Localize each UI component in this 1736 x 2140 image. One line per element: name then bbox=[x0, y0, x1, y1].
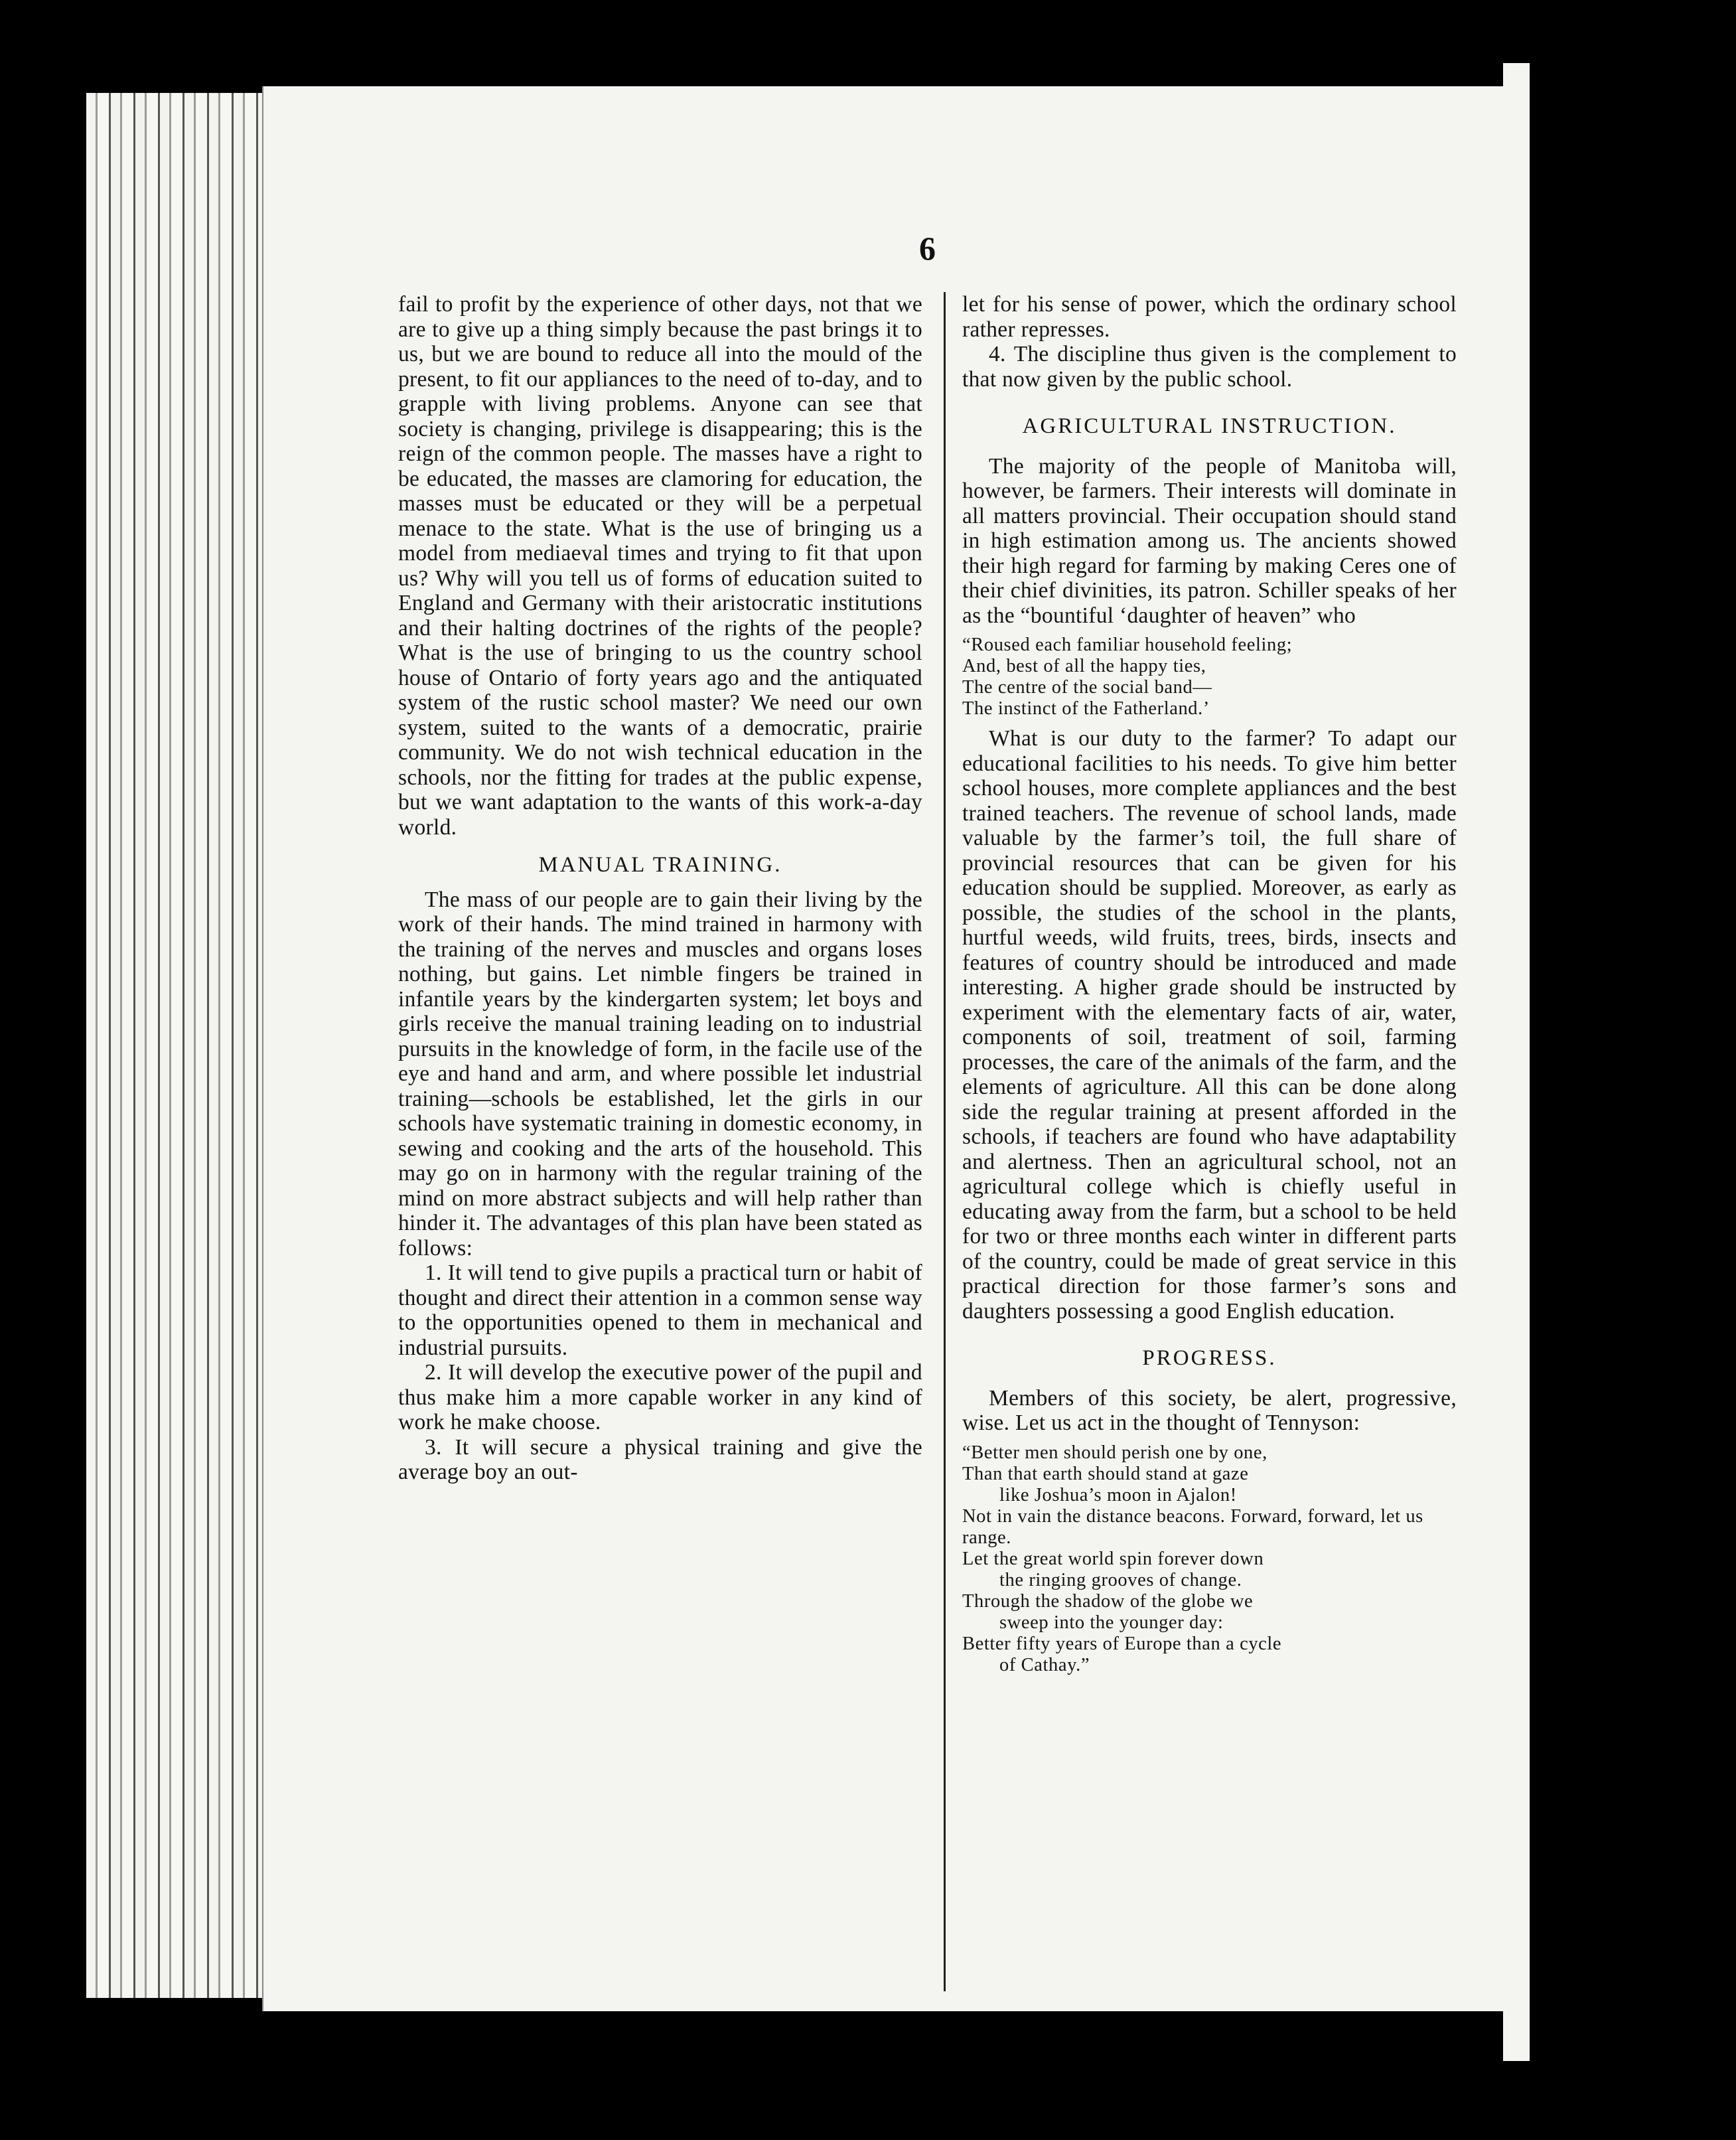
verse-line: The centre of the social band— bbox=[962, 677, 1212, 698]
section-heading-progress: PROGRESS. bbox=[1142, 1346, 1277, 1370]
paragraph: let for his sense of power, which the ordinary school rather represses. bbox=[962, 292, 1457, 342]
column-rule bbox=[944, 292, 946, 1991]
paragraph: What is our duty to the farmer? To adapt our educational facilities to his needs. To give him better school houses, more complete appliances and the best trained teachers. The revenue of school lands, made valuable by the farmer’s toil, the full share of provincial resources that can be given for his education should be supplied. Moreover, as early as possible, the studies of the school in the plants, hurtful weeds, wild fruits, trees, birds, insects and features of country should be introduced and made interesting. A higher grade should be instructed by experiment with the elementary facts of air, water, components of soil, treatment of soil, farming processes, the care of the animals of the farm, and the elements of agriculture. All this can be done along side the regular training at present afforded in the schools, if teachers are found who have adaptability and alertness. Then an agricultural school, not an agricultural college which is chiefly useful in educating away from the farm, but a school to be held for two or three months each winter in different parts of the country, could be made of great service in this practical direction for those farmer’s sons and daughters possessing a good English education. bbox=[962, 726, 1457, 1324]
left-column bbox=[398, 292, 922, 1485]
section-heading-manual-training: MANUAL TRAINING. bbox=[538, 853, 782, 877]
list-item: 3. It will secure a physical training and give the average boy an out- bbox=[398, 1434, 922, 1484]
verse-line: Let the great world spin forever down bbox=[962, 1548, 1264, 1569]
gutter-shadow bbox=[1530, 63, 1539, 2061]
advantages-list bbox=[398, 1261, 922, 1485]
verse-line: the ringing grooves of change. bbox=[999, 1569, 1242, 1590]
tennyson-quote bbox=[962, 1442, 1457, 1676]
verse-line: of Cathay.” bbox=[999, 1654, 1090, 1675]
verse-line: like Joshua’s moon in Ajalon! bbox=[999, 1484, 1237, 1505]
paragraph: The majority of the people of Manitoba will, however, be farmers. Their interests will dominate in all matters provincial. Their occupation should stand in high estimation among us. The ancients showed their high regard for farming by making Ceres one of their chief divinities, its patron. Schiller speaks of her as the “bountiful ‘daughter of heaven” who bbox=[962, 453, 1457, 628]
list-item: 4. The discipline thus given is the complement to that now given by the public school. bbox=[962, 342, 1457, 392]
list-item: 2. It will develop the executive power of the pupil and thus make him a more capable worker in any kind of work he make choose. bbox=[398, 1360, 922, 1434]
schiller-quote bbox=[962, 635, 1457, 720]
verse-line: Better fifty years of Europe than a cycle bbox=[962, 1633, 1282, 1654]
paragraph: Members of this society, be alert, progressive, wise. Let us act in the thought of Tennyson: bbox=[962, 1385, 1457, 1435]
book-page-edges bbox=[86, 93, 265, 1998]
verse-line: Not in vain the distance beacons. Forward, forward, let us range. bbox=[962, 1505, 1423, 1548]
verse-line: Than that earth should stand at gaze bbox=[962, 1463, 1249, 1484]
page-number: 6 bbox=[919, 230, 936, 267]
right-column bbox=[962, 292, 1457, 1683]
verse-line: “Roused each familiar household feeling; bbox=[962, 635, 1293, 655]
advantages-list-continued bbox=[962, 342, 1457, 392]
paragraph: fail to profit by the experience of other days, not that we are to give up a thing simply because the past brings it to us, but we are bound to reduce all into the mould of the present, to fit our appliances to the need of to-day, and to grapple with living problems. Anyone can see that society is changing, privilege is disappearing; this is the reign of the common people. The masses have a right to be educated, the masses are clamoring for education, the masses must be educated or they will be a perpetual menace to the state. What is the use of bringing us a model from mediaeval times and trying to fit that upon us? Why will you tell us of forms of education suited to England and Germany with their aristocratic institutions and their halting doctrines of the rights of the people? What is the use of bringing to us the country school house of Ontario of forty years ago and the antiquated system of the rustic school master? We need our own system, suited to the wants of a democratic, prairie community. We do not wish technical education in the schools, nor the fitting for trades at the public expense, but we want adaptation to the wants of this work-a-day world. bbox=[398, 292, 922, 840]
facing-page-edge bbox=[1503, 63, 1533, 2061]
section-heading-agricultural-instruction: AGRICULTURAL INSTRUCTION. bbox=[1022, 414, 1397, 438]
verse-line: Through the shadow of the globe we bbox=[962, 1590, 1254, 1612]
verse-line: And, best of all the happy ties, bbox=[962, 656, 1206, 676]
verse-line: “Better men should perish one by one, bbox=[962, 1442, 1267, 1463]
paragraph: The mass of our people are to gain their living by the work of their hands. The mind trained in harmony with the training of the nerves and muscles and organs loses nothing, but gains. Let nimble fingers be trained in infantile years by the kindergarten system; let boys and girls receive the manual training leading on to industrial pursuits in the knowledge of form, in the facile use of the eye and hand and arm, and where possible let industrial training—schools be established, let the girls in our schools have systematic training in domestic economy, in sewing and cooking and the arts of the household. This may go on in harmony with the regular training of the mind on more abstract subjects and will help rather than hinder it. The advantages of this plan have been stated as follows: bbox=[398, 887, 922, 1261]
list-item: 1. It will tend to give pupils a practical turn or habit of thought and direct their attention in a common sense way to the opportunities opened to them in mechanical and industrial pursuits. bbox=[398, 1261, 922, 1360]
verse-line: sweep into the younger day: bbox=[999, 1612, 1224, 1633]
verse-line: The instinct of the Fatherland.’ bbox=[962, 698, 1210, 719]
